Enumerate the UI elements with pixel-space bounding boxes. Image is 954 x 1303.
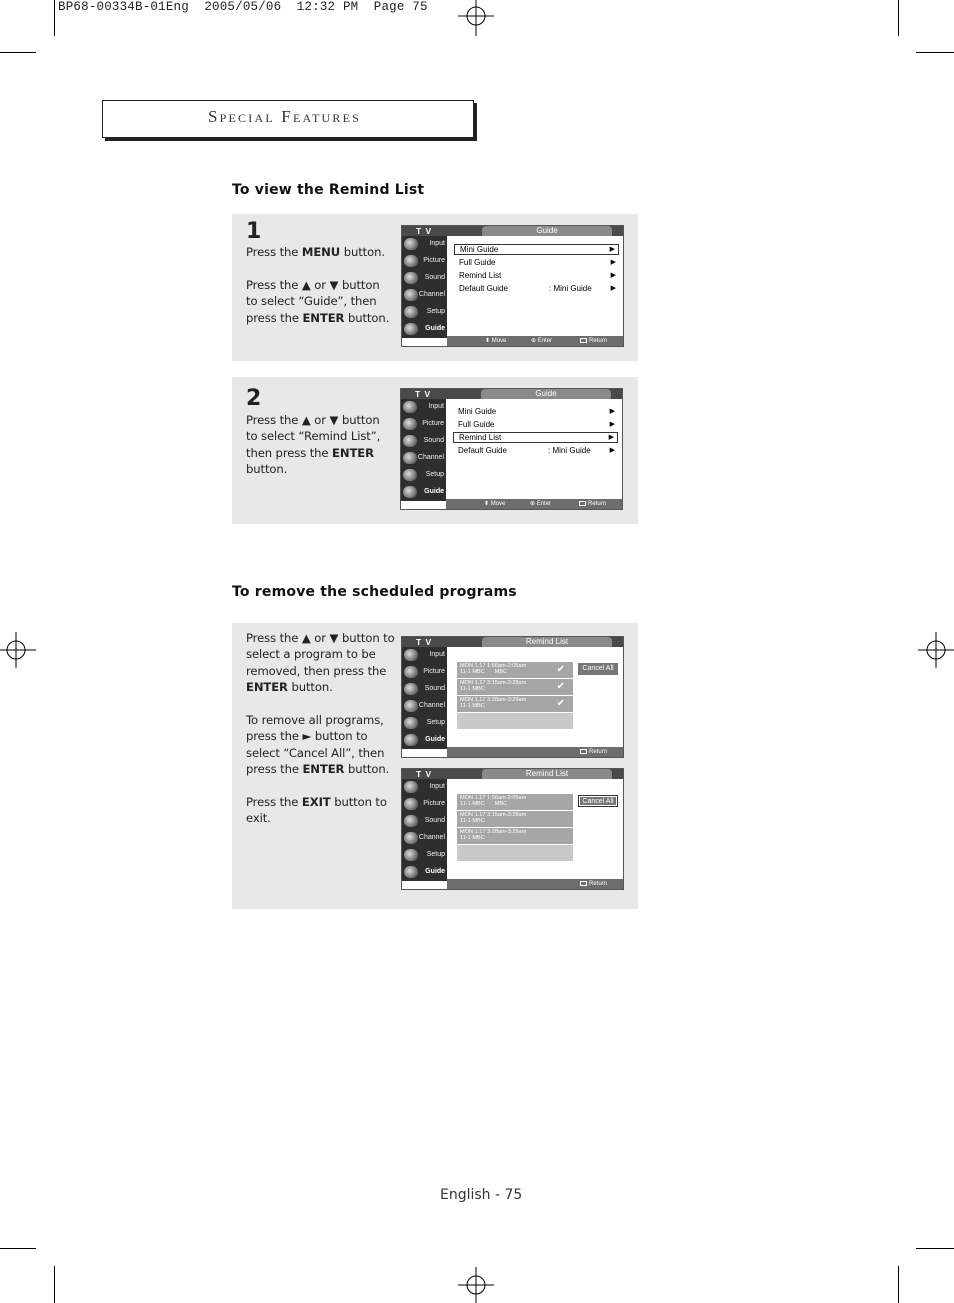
sidebar-item-sound[interactable]: Sound (402, 813, 447, 830)
step-number: 1 (246, 219, 262, 244)
sound-icon (404, 683, 418, 695)
sound-icon (404, 272, 418, 284)
enter-hint: ⊕ Enter (530, 501, 552, 507)
move-hint: ⬍ Move (484, 501, 506, 507)
remind-list-row-empty (457, 713, 573, 730)
return-hint: Return (579, 500, 606, 508)
instruction-paragraph: To remove all programs, press the ► button to select “Cancel All”, then press the ENTER button. (246, 713, 390, 777)
arrow-right-icon: ▶ (609, 246, 615, 253)
sidebar-item-setup[interactable]: Setup (402, 715, 447, 732)
return-icon (580, 749, 587, 754)
instruction-paragraph: Press the ▲ or ▼ button to select “Guide”, then press the ENTER button. (246, 277, 390, 325)
menu-item-default-guide[interactable]: Default Guide : Mini Guide ▶ (459, 284, 616, 293)
sidebar-item-input[interactable]: Input (402, 647, 447, 664)
sidebar-item-channel[interactable]: Channel (402, 287, 447, 304)
crop-mark (54, 0, 55, 36)
instruction-paragraph: Press the ▲ or ▼ button to select a program to be removed, then press the ENTER button. (246, 631, 395, 695)
remind-list-row[interactable]: MON 1.17 1:56am-2:05am 11-1 MBC MBC ✔ (457, 662, 573, 679)
sidebar-item-picture[interactable]: Picture (402, 253, 447, 270)
remind-list-row[interactable]: MON 1.17 3:28am-3:29am 11-1 MBC ✔ (457, 696, 573, 713)
step2-panel (232, 377, 638, 524)
page-number: English - 75 (440, 1187, 523, 1203)
sound-icon (404, 815, 418, 827)
input-icon (404, 649, 418, 661)
step3-panel (232, 623, 638, 909)
section-title-box (102, 100, 474, 138)
input-icon (404, 781, 418, 793)
return-icon (579, 501, 586, 506)
remind-list-row[interactable]: MON 1.17 3:15am-3:28am 11-1 MBC ✔ (457, 679, 573, 696)
registration-mark-icon (458, 1267, 494, 1303)
osd-bottom-bar (447, 747, 623, 757)
osd-tv-label: T V (416, 769, 433, 779)
remind-list-row[interactable]: MON 1.17 3:28am-3:29am 11-1 MBC (457, 828, 573, 845)
step1-panel (232, 214, 638, 361)
crop-mark (916, 1248, 954, 1249)
registration-mark-icon (0, 632, 36, 668)
tv-osd-remind-list (401, 768, 624, 890)
picture-icon (404, 798, 418, 810)
arrow-right-icon: ▶ (610, 285, 616, 292)
arrow-right-icon: ▶ (610, 272, 616, 279)
osd-bottom-bar (446, 499, 622, 509)
sidebar-item-guide[interactable]: Guide (402, 732, 447, 749)
sidebar-item-channel[interactable]: Channel (402, 830, 447, 847)
picture-icon (404, 666, 418, 678)
input-icon (403, 401, 417, 413)
return-icon (580, 881, 587, 886)
picture-icon (404, 255, 418, 267)
crop-mark (898, 1266, 899, 1303)
remind-list-row-empty (457, 845, 573, 862)
heading-view-remind-list: To view the Remind List (232, 182, 425, 198)
check-icon: ✔ (556, 681, 565, 692)
step1-instructions (246, 244, 391, 342)
crop-mark (916, 52, 954, 53)
osd-title-tab: Guide (481, 389, 611, 399)
osd-sidebar (402, 779, 447, 881)
osd-title-tab: Remind List (482, 769, 612, 779)
osd-sidebar (402, 647, 447, 749)
crop-mark (54, 1266, 55, 1303)
guide-icon (403, 486, 417, 498)
crop-mark (0, 52, 36, 53)
sidebar-item-sound[interactable]: Sound (401, 433, 446, 450)
osd-tv-label: T V (416, 637, 433, 647)
sidebar-item-input[interactable]: Input (401, 399, 446, 416)
menu-item-full-guide[interactable]: Full Guide ▶ (459, 258, 616, 267)
cancel-all-button[interactable]: Cancel All (578, 795, 618, 807)
crop-mark (0, 1248, 36, 1249)
remind-list-row[interactable]: MON 1.17 1:56am-2:05am 11-1 MBC MBC (457, 794, 573, 811)
check-icon: ✔ (556, 698, 565, 709)
section-title: Special Features (208, 107, 362, 126)
print-header: BP68-00334B-01Eng 2005/05/06 12:32 PM Page 75 (58, 0, 428, 14)
enter-hint: ⊕ Enter (531, 338, 553, 344)
move-hint: ⬍ Move (485, 338, 507, 344)
crop-mark (898, 0, 899, 36)
picture-icon (403, 418, 417, 430)
setup-icon (404, 306, 418, 318)
sidebar-item-channel[interactable]: Channel (401, 450, 446, 467)
arrow-right-icon: ▶ (609, 421, 615, 428)
arrow-right-icon: ▶ (609, 447, 615, 454)
return-hint: Return (580, 880, 607, 888)
menu-item-full-guide[interactable]: Full Guide ▶ (458, 420, 615, 429)
menu-item-mini-guide[interactable]: Mini Guide ▶ (458, 407, 615, 416)
tv-osd-guide-menu (401, 225, 624, 347)
sidebar-item-input[interactable]: Input (402, 779, 447, 796)
tv-osd-guide-menu (400, 388, 623, 510)
tv-osd-remind-list (401, 636, 624, 758)
menu-item-mini-guide[interactable]: Mini Guide ▶ (454, 244, 619, 255)
instruction-paragraph: Press the MENU button. (246, 245, 385, 259)
check-icon: ✔ (556, 664, 565, 675)
arrow-right-icon: ▶ (608, 434, 614, 441)
registration-mark-icon (458, 0, 494, 36)
guide-icon (404, 323, 418, 335)
arrow-right-icon: ▶ (610, 259, 616, 266)
return-hint: Return (580, 337, 607, 345)
guide-icon (404, 866, 418, 878)
channel-icon (404, 832, 418, 844)
sidebar-item-guide[interactable]: Guide (401, 484, 446, 501)
sidebar-item-sound[interactable]: Sound (402, 270, 447, 287)
channel-icon (404, 700, 418, 712)
menu-item-remind-list[interactable]: Remind List ▶ (453, 432, 618, 443)
heading-remove-scheduled: To remove the scheduled programs (232, 584, 517, 600)
osd-sidebar (401, 399, 446, 501)
channel-icon (404, 289, 418, 301)
sidebar-item-guide[interactable]: Guide (402, 864, 447, 881)
step2-instructions (246, 412, 391, 494)
sidebar-item-setup[interactable]: Setup (402, 847, 447, 864)
sidebar-item-setup[interactable]: Setup (401, 467, 446, 484)
remind-list-row[interactable]: MON 1.17 3:15am-3:28am 11-1 MBC (457, 811, 573, 828)
sidebar-item-picture[interactable]: Picture (401, 416, 446, 433)
osd-tv-label: T V (415, 389, 432, 399)
registration-mark-icon (918, 632, 954, 668)
channel-icon (403, 452, 417, 464)
instruction-paragraph: Press the EXIT button to exit. (246, 795, 387, 826)
osd-tv-label: T V (416, 226, 433, 236)
sidebar-item-sound[interactable]: Sound (402, 681, 447, 698)
arrow-right-icon: ▶ (609, 408, 615, 415)
sidebar-item-picture[interactable]: Picture (402, 664, 447, 681)
instruction-paragraph: Press the ▲ or ▼ button to select “Remind List”, then press the ENTER button. (246, 413, 381, 477)
sidebar-item-setup[interactable]: Setup (402, 304, 447, 321)
osd-title-tab: Remind List (482, 637, 612, 647)
osd-bottom-bar (447, 336, 623, 346)
osd-sidebar (402, 236, 447, 338)
osd-title-tab: Guide (482, 226, 612, 236)
osd-bottom-bar (447, 879, 623, 889)
step-number: 2 (246, 386, 262, 411)
sidebar-item-picture[interactable]: Picture (402, 796, 447, 813)
setup-icon (404, 849, 418, 861)
sidebar-item-input[interactable]: Input (402, 236, 447, 253)
return-icon (580, 338, 587, 343)
return-hint: Return (580, 748, 607, 756)
sidebar-item-channel[interactable]: Channel (402, 698, 447, 715)
menu-item-default-guide[interactable]: Default Guide : Mini Guide ▶ (458, 446, 615, 455)
step3-instructions (246, 630, 396, 843)
menu-item-remind-list[interactable]: Remind List ▶ (459, 271, 616, 280)
guide-icon (404, 734, 418, 746)
sidebar-item-guide[interactable]: Guide (402, 321, 447, 338)
setup-icon (403, 469, 417, 481)
cancel-all-button[interactable]: Cancel All (578, 663, 618, 675)
setup-icon (404, 717, 418, 729)
input-icon (404, 238, 418, 250)
sound-icon (403, 435, 417, 447)
